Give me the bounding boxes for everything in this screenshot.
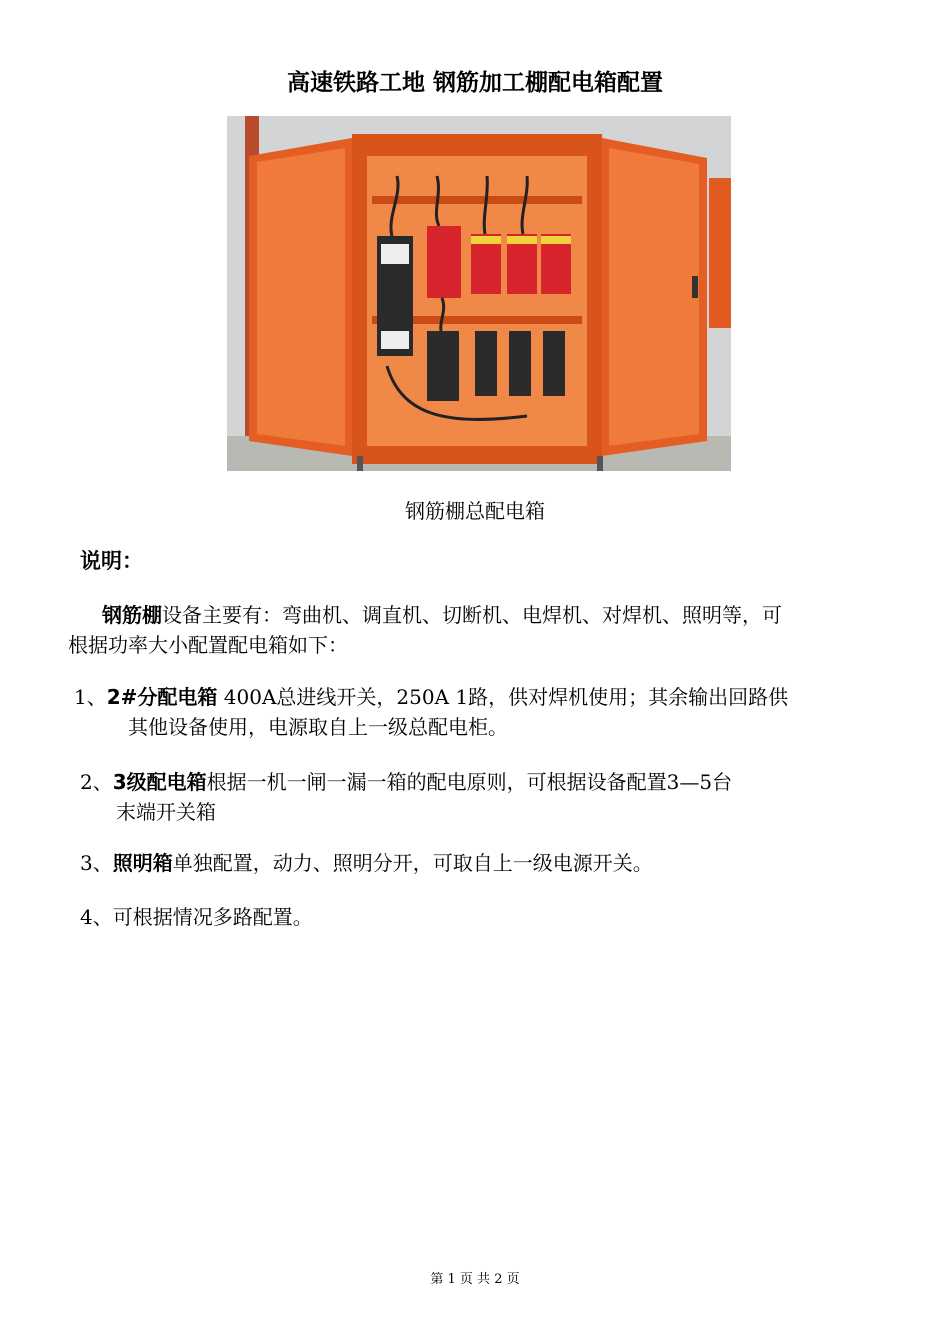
item-3-text-1: 单独配置，动力、照明分开，可取自上一级电源开关。 bbox=[172, 851, 653, 875]
item-1-text-2: 其他设备使用，电源取自上一级总配电柜。 bbox=[128, 715, 508, 739]
item-2-text-1: 根据一机一闸一漏一箱的配电原则，可根据设备配置3—5台 bbox=[206, 770, 733, 794]
intro-paragraph bbox=[68, 600, 868, 660]
section-heading: 说明： bbox=[80, 549, 143, 573]
photo-caption: 钢筋棚总配电箱 bbox=[405, 499, 545, 523]
item-2-bold: 3级配电箱 bbox=[112, 770, 207, 794]
list-item-3 bbox=[80, 848, 880, 878]
item-3-num: 3、 bbox=[80, 851, 113, 875]
item-3-bold: 照明箱 bbox=[112, 851, 173, 875]
item-2-num: 2、 bbox=[80, 770, 113, 794]
item-1-num: 1、 bbox=[74, 685, 107, 709]
document-title: 高速铁路工地 钢筋加工棚配电箱配置 bbox=[286, 70, 663, 96]
intro-text-1: 设备主要有：弯曲机、调直机、切断机、电焊机、对焊机、照明等，可 bbox=[162, 603, 782, 627]
page-footer: 第 1 页 共 2 页 bbox=[430, 1272, 520, 1287]
list-item-1 bbox=[74, 682, 874, 742]
item-4-text-1: 可根据情况多路配置。 bbox=[112, 905, 313, 929]
item-1-text-1: 400A总进线开关，250A 1路，供对焊机使用；其余输出回路供 bbox=[217, 685, 789, 709]
item-2-text-2: 末端开关箱 bbox=[116, 800, 216, 824]
list-item-2 bbox=[80, 767, 880, 827]
list-item-4 bbox=[80, 902, 880, 932]
item-1-bold: 2#分配电箱 bbox=[106, 685, 218, 709]
item-4-num: 4、 bbox=[80, 905, 113, 929]
distribution-box-photo bbox=[227, 116, 731, 471]
intro-text-2: 根据功率大小配置配电箱如下： bbox=[68, 633, 348, 657]
intro-bold: 钢筋棚 bbox=[102, 603, 162, 627]
